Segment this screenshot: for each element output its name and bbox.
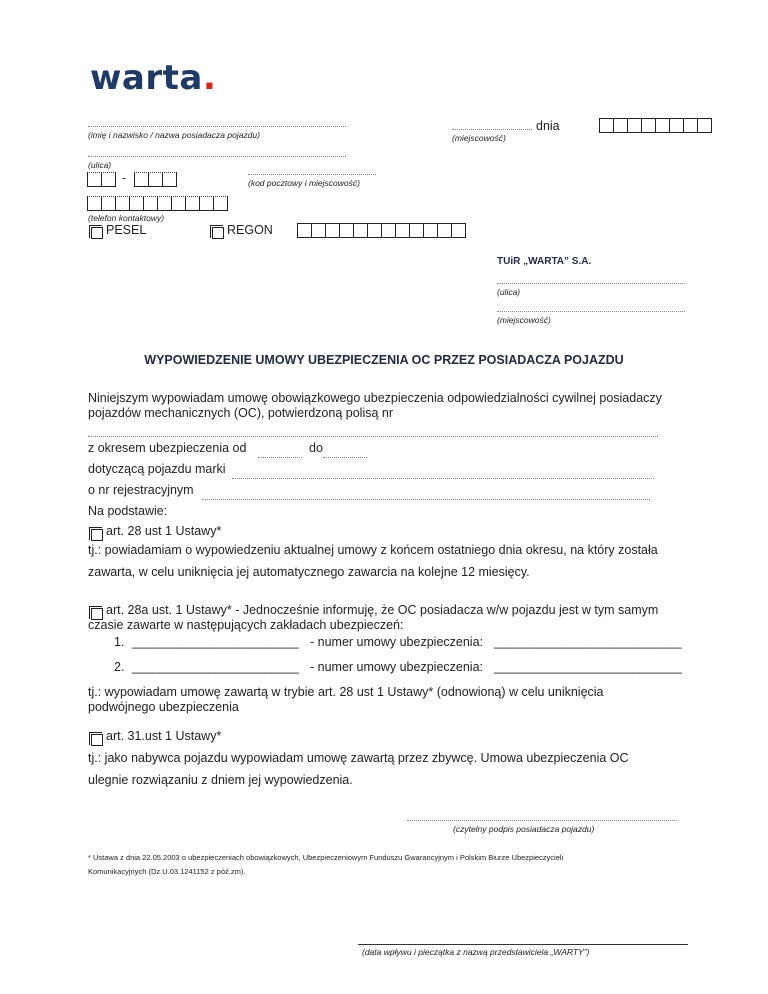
pesel-label: PESEL [106, 223, 147, 237]
art28a-line-2: czasie zawarte w następujących zakładach ubezpieczeń: [88, 618, 404, 632]
art28a-label: art. 28a ust. 1 Ustawy* - Jednocześnie informuję, że OC posiadacza w/w pojazdu jest w tym samym [106, 603, 659, 617]
reg-no-label: o nr rejestracyjnym [88, 483, 194, 497]
postal-city-line[interactable] [248, 174, 376, 175]
postal-label: (kod pocztowy i miejscowość) [248, 178, 360, 188]
art31-desc-1: tj.: jako nabywca pojazdu wypowiadam umowę zawartą przez zbywcę. Umowa ubezpieczenia OC [88, 751, 629, 765]
phone-label: (telefon kontaktowy) [88, 213, 165, 223]
art28a-desc-2: podwójnego ubezpieczenia [88, 700, 239, 714]
insurer-2-blank[interactable]: ________________________ [132, 660, 299, 674]
owner-name-line[interactable] [88, 126, 346, 127]
recipient-place-line[interactable] [497, 311, 685, 312]
document-title: WYPOWIEDZENIE UMOWY UBEZPIECZENIA OC PRZEZ POSIADACZA POJAZDU [144, 353, 624, 367]
recipient-street-label: (ulica) [497, 287, 521, 297]
recipient-place-label: (miejscowość) [497, 315, 551, 325]
policy-number-line[interactable] [88, 436, 658, 437]
owner-name-label: (imię i nazwisko / nazwa posiadacza pojazdu) [88, 130, 260, 140]
intro-line-1: Niniejszym wypowiadam umowę obowiązkowego ubezpieczenia odpowiedzialności cywilnej posiadaczy [88, 391, 662, 405]
footnote-line-1: * Ustawa z dnia 22.05.2003 o ubezpieczeniach obowiązkowych, Ubezpieczeniowym Funduszu Gwarancyjnym i Polskim Biurze Ubezpieczycieli [88, 853, 564, 862]
vehicle-make-line[interactable] [232, 478, 654, 479]
art28a-desc-1: tj.: wypowiadam umowę zawartą w trybie art. 28 ust 1 Ustawy* (odnowioną) w celu uniknięcia [88, 685, 604, 699]
period-from-label: z okresem ubezpieczenia od [88, 441, 247, 455]
basis-label: Na podstawie: [88, 504, 168, 518]
period-from-line[interactable] [258, 457, 302, 458]
place-line[interactable] [452, 129, 532, 130]
postal-dash: - [122, 171, 127, 185]
intro-line-2: pojazdów mechanicznych (OC), potwierdzoną polisą nr [88, 406, 394, 420]
id-number-boxes[interactable] [298, 223, 466, 238]
insurer-1-blank[interactable]: ________________________ [132, 635, 299, 649]
recipient-street-line[interactable] [497, 283, 685, 284]
art28-desc-2: zawarta, w celu uniknięcia jej automatycznego zawarcia na kolejne 12 miesięcy. [88, 565, 530, 579]
pesel-checkbox[interactable] [91, 227, 103, 239]
stamp-line[interactable] [358, 944, 688, 945]
insurer-2-num: 2. [114, 660, 125, 674]
insurer-2-label: - numer umowy ubezpieczenia: [310, 660, 483, 674]
art28-checkbox[interactable] [91, 529, 103, 541]
art31-label: art. 31.ust 1 Ustawy* [106, 729, 222, 743]
stamp-label: (data wpływu i pieczątka z nazwą przedstawiciela „WARTY”) [362, 947, 590, 957]
postal-boxes-1[interactable] [88, 172, 116, 187]
reg-no-line[interactable] [202, 499, 650, 500]
warta-logo: warta. [90, 58, 217, 98]
period-to-label: do [309, 441, 323, 455]
phone-boxes[interactable] [88, 196, 228, 211]
place-label: (miejscowość) [452, 133, 506, 143]
postal-boxes-2[interactable] [135, 172, 177, 187]
insurer-1-num: 1. [114, 635, 125, 649]
insurer-2-policy-blank[interactable]: ___________________________ [494, 660, 682, 674]
insurer-1-label: - numer umowy ubezpieczenia: [310, 635, 483, 649]
regon-label: REGON [227, 223, 273, 237]
art28-desc-1: tj.: powiadamiam o wypowiedzeniu aktualnej umowy z końcem ostatniego dnia okresu, na który została [88, 543, 658, 557]
street-line[interactable] [88, 156, 346, 157]
footnote-line-2: Komunikacyjnych (Dz.U.03.1241152 z póź.zm). [88, 867, 246, 876]
period-to-line[interactable] [323, 457, 367, 458]
recipient-name: TUiR „WARTA” S.A. [497, 256, 592, 267]
signature-line[interactable] [407, 820, 677, 821]
dnia-label: dnia [536, 119, 560, 133]
street-label: (ulica) [88, 160, 112, 170]
art28-label: art. 28 ust 1 Ustawy* [106, 524, 222, 538]
date-boxes[interactable] [600, 118, 712, 133]
insurer-1-policy-blank[interactable]: ___________________________ [494, 635, 682, 649]
art31-desc-2: ulegnie rozwiązaniu z dniem jej wypowiedzenia. [88, 773, 353, 787]
regon-checkbox[interactable] [212, 227, 224, 239]
vehicle-make-label: dotyczącą pojazdu marki [88, 462, 226, 476]
art31-checkbox[interactable] [91, 734, 103, 746]
signature-label: (czytelny podpis posiadacza pojazdu) [453, 824, 595, 834]
